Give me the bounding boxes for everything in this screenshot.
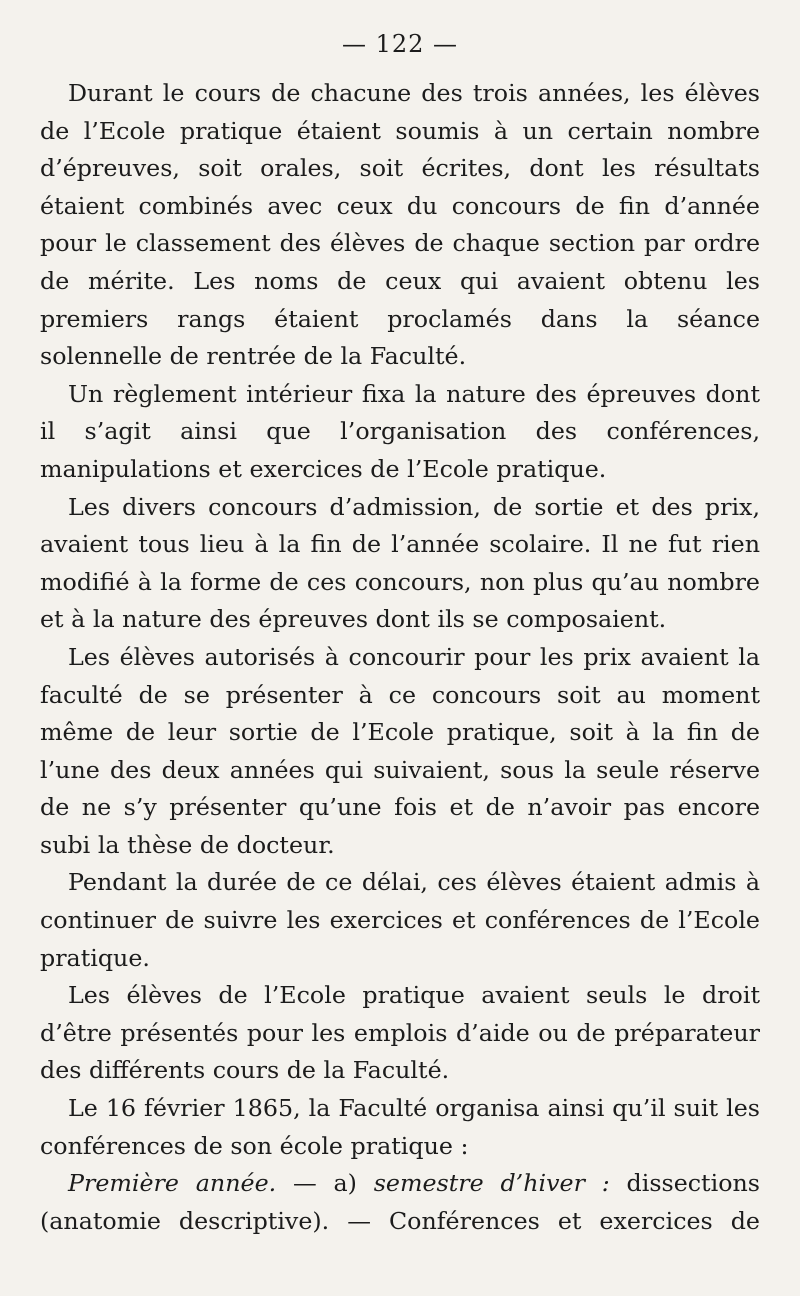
winter-semester-label: semestre d’hiver : bbox=[373, 1169, 610, 1198]
paragraph-7: Le 16 février 1865, la Faculté organisa ainsi qu’il suit les conférences de son école pratique : bbox=[40, 1094, 760, 1160]
paragraph-3: Les divers concours d’admission, de sortie et des prix, avaient tous lieu à la fin de l’année scolaire. Il ne fut rien modifié à la forme de ces concours, non plus qu’au nombre et à la nature des épreuves dont ils se composaient. bbox=[40, 492, 760, 634]
paragraph-4: Les élèves autorisés à concourir pour les prix avaient la faculté de se présenter à ce concours soit au moment même de leur sortie de l’Ecole pratique, soit à la fin de l’une des deux années qui suivaient, sous la seule réserve de ne s’y présenter qu’une fois et de n’avoir pas encore subi la thèse de docteur. bbox=[40, 642, 760, 859]
body-text bbox=[40, 75, 760, 1240]
first-year-heading: Première année. bbox=[68, 1169, 277, 1198]
paragraph-1: Durant le cours de chacune des trois années, les élèves de l’Ecole pratique étaient soumis à un certain nombre d’épreuves, soit orales, soit écrites, dont les résultats étaient combinés avec ceux du concours de fin d’année pour le classement des élèves de chaque section par ordre de mérite. Les noms de ceux qui avaient obtenu les premiers rangs étaient proclamés dans la séance solennelle de rentrée de la Faculté. bbox=[40, 79, 760, 371]
paragraph-8 bbox=[40, 1165, 760, 1240]
paragraph-5: Pendant la durée de ce délai, ces élèves étaient admis à continuer de suivre les exercices et conférences de l’Ecole pratique. bbox=[40, 868, 760, 972]
paragraph-2: Un règlement intérieur fixa la nature des épreuves dont il s’agit ainsi que l’organisation des conférences, manipulations et exercices de l’Ecole pratique. bbox=[40, 379, 760, 483]
paragraph-8-text-1: — a) bbox=[276, 1169, 374, 1198]
page-number: — 122 — bbox=[341, 30, 459, 58]
paragraph-6: Les élèves de l’Ecole pratique avaient seuls le droit d’être présentés pour les emplois d’aide ou de préparateur des différents cours de la Faculté. bbox=[40, 981, 760, 1085]
paragraph-8-text-2: dissections (anatomie descriptive). — Conférences et exercices de bbox=[40, 1169, 760, 1235]
